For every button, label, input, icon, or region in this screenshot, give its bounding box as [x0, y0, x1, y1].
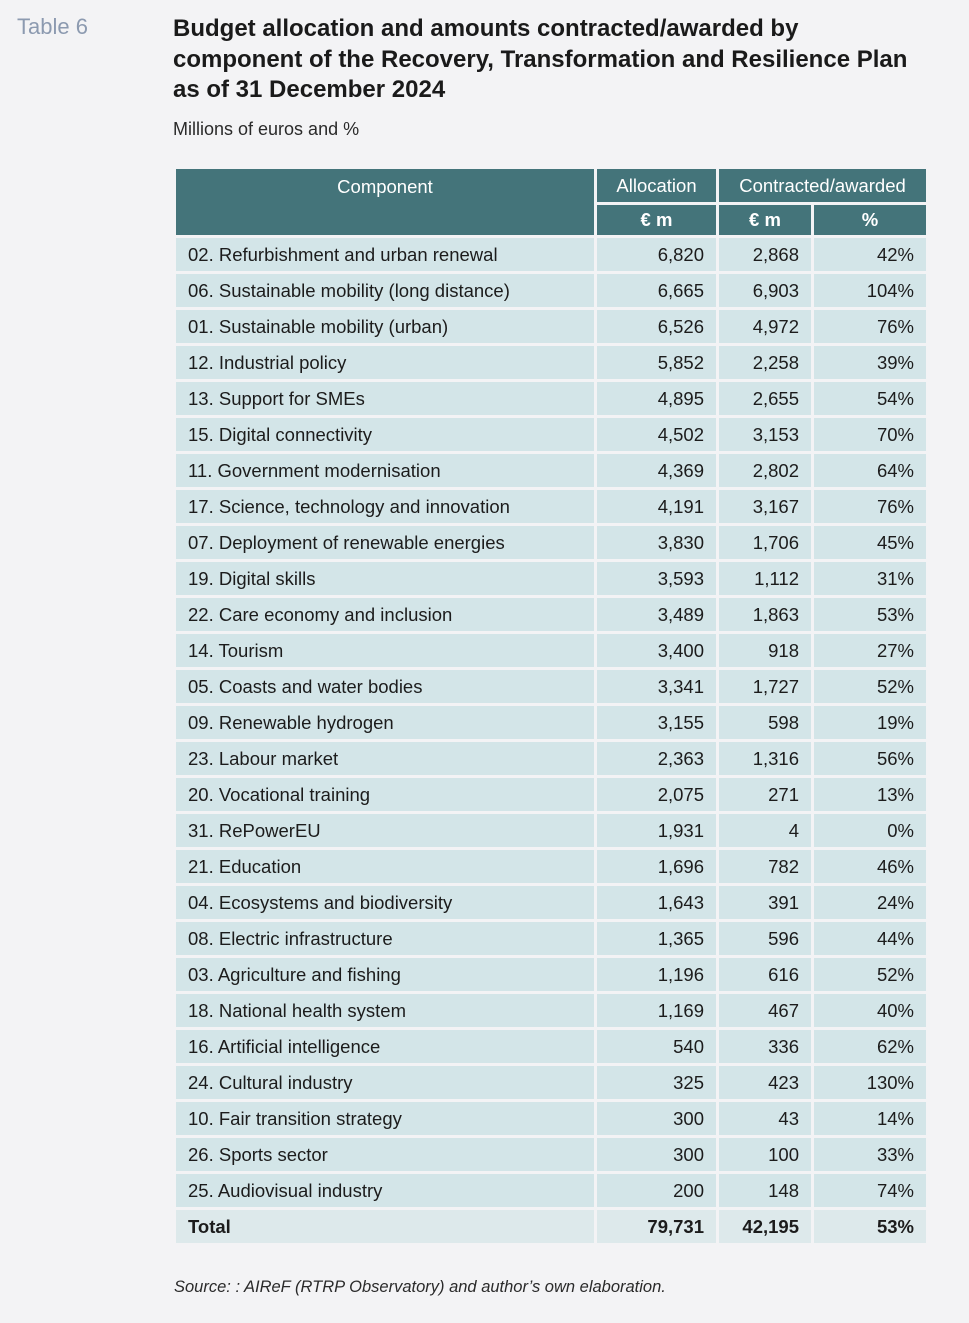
cell-component: 13. Support for SMEs: [176, 382, 594, 415]
cell-component: 17. Science, technology and innovation: [176, 490, 594, 523]
table-row: [176, 238, 926, 271]
cell-contracted: 2,258: [719, 346, 811, 379]
table-header: [176, 169, 926, 235]
cell-allocation: 3,341: [597, 670, 716, 703]
table-total-row: [176, 1210, 926, 1243]
cell-component: 02. Refurbishment and urban renewal: [176, 238, 594, 271]
cell-component: 18. National health system: [176, 994, 594, 1027]
table-row: [176, 706, 926, 739]
table-row: [176, 562, 926, 595]
cell-component: 14. Tourism: [176, 634, 594, 667]
cell-allocation: 1,696: [597, 850, 716, 883]
cell-percent: 74%: [814, 1174, 926, 1207]
cell-percent: 70%: [814, 418, 926, 451]
cell-allocation: 1,365: [597, 922, 716, 955]
cell-percent: 33%: [814, 1138, 926, 1171]
cell-allocation: 325: [597, 1066, 716, 1099]
table-row: [176, 1138, 926, 1171]
cell-contracted: 1,727: [719, 670, 811, 703]
cell-allocation: 4,369: [597, 454, 716, 487]
table-row: [176, 634, 926, 667]
cell-component: 03. Agriculture and fishing: [176, 958, 594, 991]
cell-percent: 62%: [814, 1030, 926, 1063]
table-row: [176, 346, 926, 379]
cell-contracted: 100: [719, 1138, 811, 1171]
cell-contracted: 1,863: [719, 598, 811, 631]
cell-contracted: 336: [719, 1030, 811, 1063]
table-row: [176, 742, 926, 775]
cell-contracted: 782: [719, 850, 811, 883]
cell-component: 08. Electric infrastructure: [176, 922, 594, 955]
cell-allocation: 3,489: [597, 598, 716, 631]
table-row: [176, 958, 926, 991]
table-subtitle: Millions of euros and %: [173, 119, 360, 139]
cell-percent: 76%: [814, 490, 926, 523]
table-row: [176, 274, 926, 307]
cell-percent: 46%: [814, 850, 926, 883]
table-row: [176, 598, 926, 631]
cell-allocation: 1,169: [597, 994, 716, 1027]
table-row: [176, 526, 926, 559]
table-body: [176, 238, 926, 1243]
cell-contracted: 3,167: [719, 490, 811, 523]
cell-contracted: 2,655: [719, 382, 811, 415]
cell-percent: 64%: [814, 454, 926, 487]
cell-contracted: 271: [719, 778, 811, 811]
cell-contracted: 6,903: [719, 274, 811, 307]
table-row: [176, 922, 926, 955]
cell-contracted: 148: [719, 1174, 811, 1207]
table-title: Budget allocation and amounts contracted/awarded by component of the Recovery, Transformation and Resilience Plan as of 31 December 2024: [173, 15, 908, 103]
table-row: [176, 310, 926, 343]
table-row: [176, 454, 926, 487]
cell-component: 16. Artificial intelligence: [176, 1030, 594, 1063]
table-row: [176, 382, 926, 415]
cell-percent: 0%: [814, 814, 926, 847]
cell-allocation: 300: [597, 1138, 716, 1171]
cell-allocation: 1,196: [597, 958, 716, 991]
cell-contracted: 1,316: [719, 742, 811, 775]
cell-contracted: 4,972: [719, 310, 811, 343]
cell-allocation: 6,820: [597, 238, 716, 271]
table-number-label: Table 6: [17, 14, 88, 39]
cell-component: 05. Coasts and water bodies: [176, 670, 594, 703]
table-row: [176, 778, 926, 811]
cell-percent: 76%: [814, 310, 926, 343]
cell-contracted: 43: [719, 1102, 811, 1135]
cell-percent: 14%: [814, 1102, 926, 1135]
table-row: [176, 814, 926, 847]
header-component: Component: [176, 169, 594, 235]
cell-allocation: 2,075: [597, 778, 716, 811]
cell-contracted: 3,153: [719, 418, 811, 451]
cell-component: 25. Audiovisual industry: [176, 1174, 594, 1207]
cell-contracted: 423: [719, 1066, 811, 1099]
header-contracted-unit: € m: [719, 205, 811, 235]
cell-allocation: 3,400: [597, 634, 716, 667]
header-percent-unit: %: [814, 205, 926, 235]
table-row: [176, 850, 926, 883]
cell-percent: 27%: [814, 634, 926, 667]
table-row: [176, 670, 926, 703]
cell-allocation: 540: [597, 1030, 716, 1063]
cell-allocation: 300: [597, 1102, 716, 1135]
cell-component: 26. Sports sector: [176, 1138, 594, 1171]
cell-component: 20. Vocational training: [176, 778, 594, 811]
cell-allocation: 1,931: [597, 814, 716, 847]
cell-contracted: 42,195: [719, 1210, 811, 1243]
cell-percent: 31%: [814, 562, 926, 595]
cell-percent: 13%: [814, 778, 926, 811]
cell-allocation: 200: [597, 1174, 716, 1207]
table-row: [176, 994, 926, 1027]
table-row: [176, 1030, 926, 1063]
cell-contracted: 391: [719, 886, 811, 919]
cell-component: 23. Labour market: [176, 742, 594, 775]
cell-percent: 39%: [814, 346, 926, 379]
table-row: [176, 1066, 926, 1099]
cell-percent: 52%: [814, 670, 926, 703]
cell-percent: 56%: [814, 742, 926, 775]
cell-percent: 19%: [814, 706, 926, 739]
cell-percent: 24%: [814, 886, 926, 919]
cell-allocation: 3,593: [597, 562, 716, 595]
cell-contracted: 4: [719, 814, 811, 847]
cell-contracted: 1,706: [719, 526, 811, 559]
table-row: [176, 1174, 926, 1207]
cell-component: 21. Education: [176, 850, 594, 883]
cell-allocation: 4,502: [597, 418, 716, 451]
cell-contracted: 918: [719, 634, 811, 667]
table-row: [176, 418, 926, 451]
cell-allocation: 5,852: [597, 346, 716, 379]
cell-component: 01. Sustainable mobility (urban): [176, 310, 594, 343]
cell-component: 04. Ecosystems and biodiversity: [176, 886, 594, 919]
source-note: Source: : AIReF (RTRP Observatory) and author’s own elaboration.: [174, 1278, 666, 1296]
cell-component: 09. Renewable hydrogen: [176, 706, 594, 739]
header-allocation-unit: € m: [597, 205, 716, 235]
cell-allocation: 6,665: [597, 274, 716, 307]
cell-component: 11. Government modernisation: [176, 454, 594, 487]
cell-percent: 53%: [814, 1210, 926, 1243]
cell-allocation: 1,643: [597, 886, 716, 919]
cell-percent: 104%: [814, 274, 926, 307]
cell-allocation: 3,830: [597, 526, 716, 559]
cell-contracted: 598: [719, 706, 811, 739]
cell-component: 06. Sustainable mobility (long distance): [176, 274, 594, 307]
cell-contracted: 596: [719, 922, 811, 955]
cell-component: 07. Deployment of renewable energies: [176, 526, 594, 559]
cell-allocation: 2,363: [597, 742, 716, 775]
cell-allocation: 3,155: [597, 706, 716, 739]
table-row: [176, 490, 926, 523]
cell-component: 24. Cultural industry: [176, 1066, 594, 1099]
cell-contracted: 2,802: [719, 454, 811, 487]
cell-percent: 53%: [814, 598, 926, 631]
cell-component: 31. RePowerEU: [176, 814, 594, 847]
budget-table: [173, 166, 929, 1246]
table-row: [176, 1102, 926, 1135]
cell-contracted: 1,112: [719, 562, 811, 595]
cell-contracted: 2,868: [719, 238, 811, 271]
cell-component: 10. Fair transition strategy: [176, 1102, 594, 1135]
cell-allocation: 4,895: [597, 382, 716, 415]
cell-percent: 54%: [814, 382, 926, 415]
cell-allocation: 6,526: [597, 310, 716, 343]
cell-percent: 40%: [814, 994, 926, 1027]
table-row: [176, 886, 926, 919]
cell-allocation: 4,191: [597, 490, 716, 523]
cell-percent: 42%: [814, 238, 926, 271]
cell-component: Total: [176, 1210, 594, 1243]
cell-contracted: 467: [719, 994, 811, 1027]
cell-contracted: 616: [719, 958, 811, 991]
cell-component: 19. Digital skills: [176, 562, 594, 595]
cell-component: 22. Care economy and inclusion: [176, 598, 594, 631]
cell-percent: 130%: [814, 1066, 926, 1099]
header-allocation: Allocation: [597, 169, 716, 202]
cell-percent: 45%: [814, 526, 926, 559]
cell-percent: 44%: [814, 922, 926, 955]
cell-component: 15. Digital connectivity: [176, 418, 594, 451]
cell-allocation: 79,731: [597, 1210, 716, 1243]
cell-component: 12. Industrial policy: [176, 346, 594, 379]
header-contracted: Contracted/awarded: [719, 169, 926, 202]
cell-percent: 52%: [814, 958, 926, 991]
